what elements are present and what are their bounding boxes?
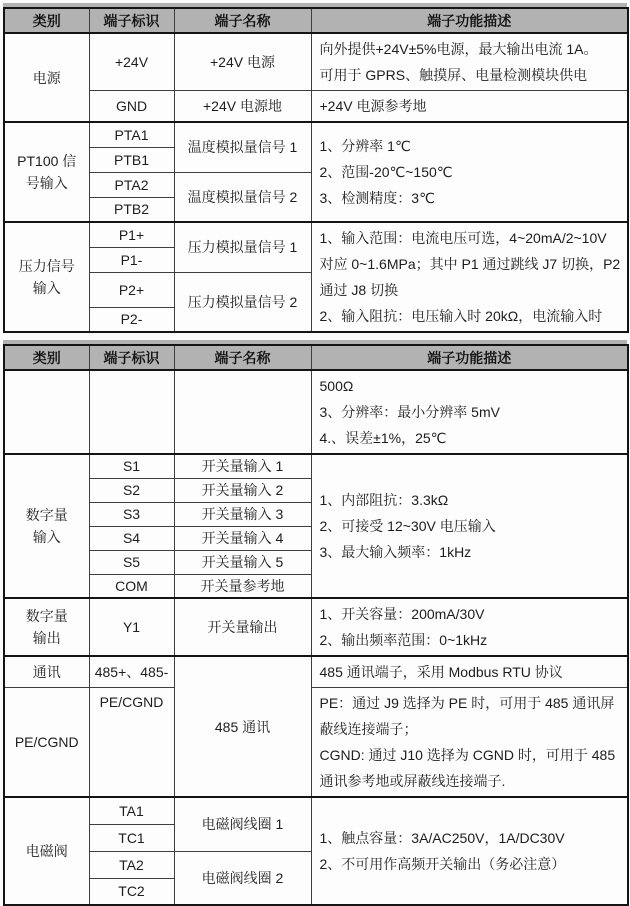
terminal-name-gnd: +24V 电源地 — [174, 91, 311, 123]
terminal-name-s3: 开关量输入 3 — [174, 502, 311, 526]
terminal-name-press1: 压力模拟量信号 1 — [174, 222, 311, 272]
terminal-id-s1: S1 — [89, 454, 174, 478]
desc-line: 485 通讯端子，采用 Modbus RTU 协议 — [319, 664, 563, 680]
desc-line: PE：通过 J9 选择为 PE 时，可用于 485 通讯屏蔽线连接端子； — [319, 695, 615, 737]
desc-line: 3、检测精度：3℃ — [319, 190, 435, 206]
row-y1 — [4, 598, 628, 656]
desc-digital-input — [311, 454, 628, 598]
row-485 — [4, 656, 628, 688]
terminal-name-com: 开关量参考地 — [174, 574, 311, 598]
terminal-id-tc2: TC2 — [89, 878, 174, 905]
desc-valve — [311, 797, 628, 905]
desc-485 — [311, 656, 628, 688]
col-header-category: 类别 — [4, 8, 89, 33]
terminal-id-s2: S2 — [89, 478, 174, 502]
terminal-id-gnd: GND — [89, 91, 174, 123]
terminal-id-ptb2: PTB2 — [89, 197, 174, 222]
desc-line: 2、输入阻抗：电压输入时 20kΩ，电流输入时 — [319, 308, 603, 324]
terminal-id-s4: S4 — [89, 526, 174, 550]
terminal-name-coil1: 电磁阀线圈 1 — [174, 797, 311, 851]
category-line: 输入 — [32, 529, 61, 545]
category-cell-pressure — [4, 222, 89, 332]
terminal-id-s5: S5 — [89, 550, 174, 574]
category-line: 号输入 — [25, 175, 68, 191]
terminal-name-temp1: 温度模拟量信号 1 — [174, 122, 311, 172]
desc-line: 1、开关容量：200mA/30V — [319, 606, 485, 622]
desc-line: 2、不可用作高频开关输出（务必注意） — [319, 856, 566, 872]
desc-line: +24V 电源参考地 — [319, 98, 427, 114]
terminal-name-s4: 开关量输入 4 — [174, 526, 311, 550]
terminal-id-p1minus: P1- — [89, 247, 174, 272]
empty-terminal-id-cell — [89, 370, 174, 454]
terminal-name-24v: +24V 电源 — [174, 33, 311, 91]
desc-digital-output — [311, 598, 628, 656]
empty-terminal-name-cell — [174, 370, 311, 454]
row-p1plus — [4, 222, 628, 247]
category-cell-power: 电源 — [4, 33, 89, 122]
col-header-terminal-name: 端子名称 — [174, 345, 311, 370]
terminal-id-s3: S3 — [89, 502, 174, 526]
category-line: 压力信号 — [18, 258, 75, 274]
category-line: 输入 — [32, 280, 61, 296]
category-cell-digital-input — [4, 454, 89, 598]
col-header-terminal-name: 端子名称 — [174, 8, 311, 33]
category-line: 数字量 — [25, 608, 68, 624]
terminal-id-p1plus: P1+ — [89, 222, 174, 247]
terminal-name-s1: 开关量输入 1 — [174, 454, 311, 478]
terminal-id-p2plus: P2+ — [89, 272, 174, 307]
desc-line: 可用于 GPRS、触摸屏、电量检测模块供电 — [319, 67, 588, 83]
row-ta1 — [4, 797, 628, 824]
row-pta1 — [4, 122, 628, 147]
terminal-name-temp2: 温度模拟量信号 2 — [174, 172, 311, 222]
desc-line: 3、最大输入频率：1kHz — [319, 544, 472, 560]
category-cell-pecgnd: PE/CGND — [4, 688, 89, 798]
terminal-id-pta1: PTA1 — [89, 122, 174, 147]
row-continuation — [4, 370, 628, 454]
desc-line: 3、分辨率：最小分辨率 5mV — [319, 404, 500, 420]
terminal-name-s5: 开关量输入 5 — [174, 550, 311, 574]
terminal-id-com: COM — [89, 574, 174, 598]
terminal-id-ta1: TA1 — [89, 797, 174, 824]
terminal-id-tc1: TC1 — [89, 824, 174, 851]
desc-line: 2、范围-20℃~150℃ — [319, 164, 453, 180]
desc-line: 1、分辨率 1℃ — [319, 138, 411, 154]
terminal-id-pecgnd: PE/CGND — [89, 688, 174, 798]
desc-line: 向外提供+24V±5%电源，最大输出电流 1A。 — [319, 41, 598, 57]
category-cell-comm: 通讯 — [4, 656, 89, 688]
terminal-name-press2: 压力模拟量信号 2 — [174, 272, 311, 332]
col-header-terminal-id: 端子标识 — [89, 8, 174, 33]
desc-line: 1、内部阻抗：3.3kΩ — [319, 492, 449, 508]
col-header-category: 类别 — [4, 345, 89, 370]
terminal-id-485: 485+、485- — [89, 656, 174, 688]
terminal-id-24v: +24V — [89, 33, 174, 91]
desc-line: 1、触点容量：3A/AC250V，1A/DC30V — [319, 830, 565, 846]
desc-pressure — [311, 222, 628, 332]
terminal-table-1-grid — [3, 7, 629, 333]
desc-pt100 — [311, 122, 628, 222]
terminal-name-y1: 开关量输出 — [174, 598, 311, 656]
category-cell-valve: 电磁阀 — [4, 797, 89, 905]
terminal-id-ta2: TA2 — [89, 851, 174, 878]
row-pecgnd — [4, 688, 628, 798]
terminal-table-2 — [3, 340, 627, 906]
category-line: 数字量 — [25, 507, 68, 523]
terminal-id-pta2: PTA2 — [89, 172, 174, 197]
table-1-header-row — [4, 8, 628, 33]
desc-gnd — [311, 91, 628, 123]
terminal-table-1 — [3, 3, 627, 333]
desc-24v — [311, 33, 628, 91]
terminal-table-2-grid — [3, 344, 629, 906]
col-header-function-desc: 端子功能描述 — [311, 345, 628, 370]
empty-category-cell — [4, 370, 89, 454]
category-cell-digital-output — [4, 598, 89, 656]
desc-line: 1、输入范围：电流电压可选，4~20mA/2~10V 对应 0~1.6MPa；其中 P1 通过跳线 J7 切换，P2 通过 J8 切换 — [319, 230, 621, 298]
category-cell-pt100 — [4, 122, 89, 222]
row-s1 — [4, 454, 628, 478]
terminal-name-485: 485 通讯 — [174, 656, 311, 797]
row-24v — [4, 33, 628, 91]
terminal-name-s2: 开关量输入 2 — [174, 478, 311, 502]
desc-line: CGND: 通过 J10 选择为 CGND 时，可用于 485 通讯参考地或屏蔽线连接端子. — [319, 747, 616, 789]
terminal-id-y1: Y1 — [89, 598, 174, 656]
desc-pressure-continued — [311, 370, 628, 454]
desc-line: 2、输出频率范围：0~1kHz — [319, 632, 488, 648]
col-header-function-desc: 端子功能描述 — [311, 8, 628, 33]
category-line: 输出 — [32, 630, 61, 646]
terminal-name-coil2: 电磁阀线圈 2 — [174, 851, 311, 905]
row-gnd — [4, 91, 628, 123]
desc-pecgnd — [311, 688, 628, 798]
desc-line: 4.、误差±1%，25℃ — [319, 430, 447, 446]
terminal-id-p2minus: P2- — [89, 307, 174, 332]
category-line: PT100 信 — [17, 153, 77, 169]
desc-line: 500Ω — [319, 378, 354, 394]
terminal-id-ptb1: PTB1 — [89, 147, 174, 172]
col-header-terminal-id: 端子标识 — [89, 345, 174, 370]
table-2-header-row — [4, 345, 628, 370]
desc-line: 2、可接受 12~30V 电压输入 — [319, 518, 496, 534]
